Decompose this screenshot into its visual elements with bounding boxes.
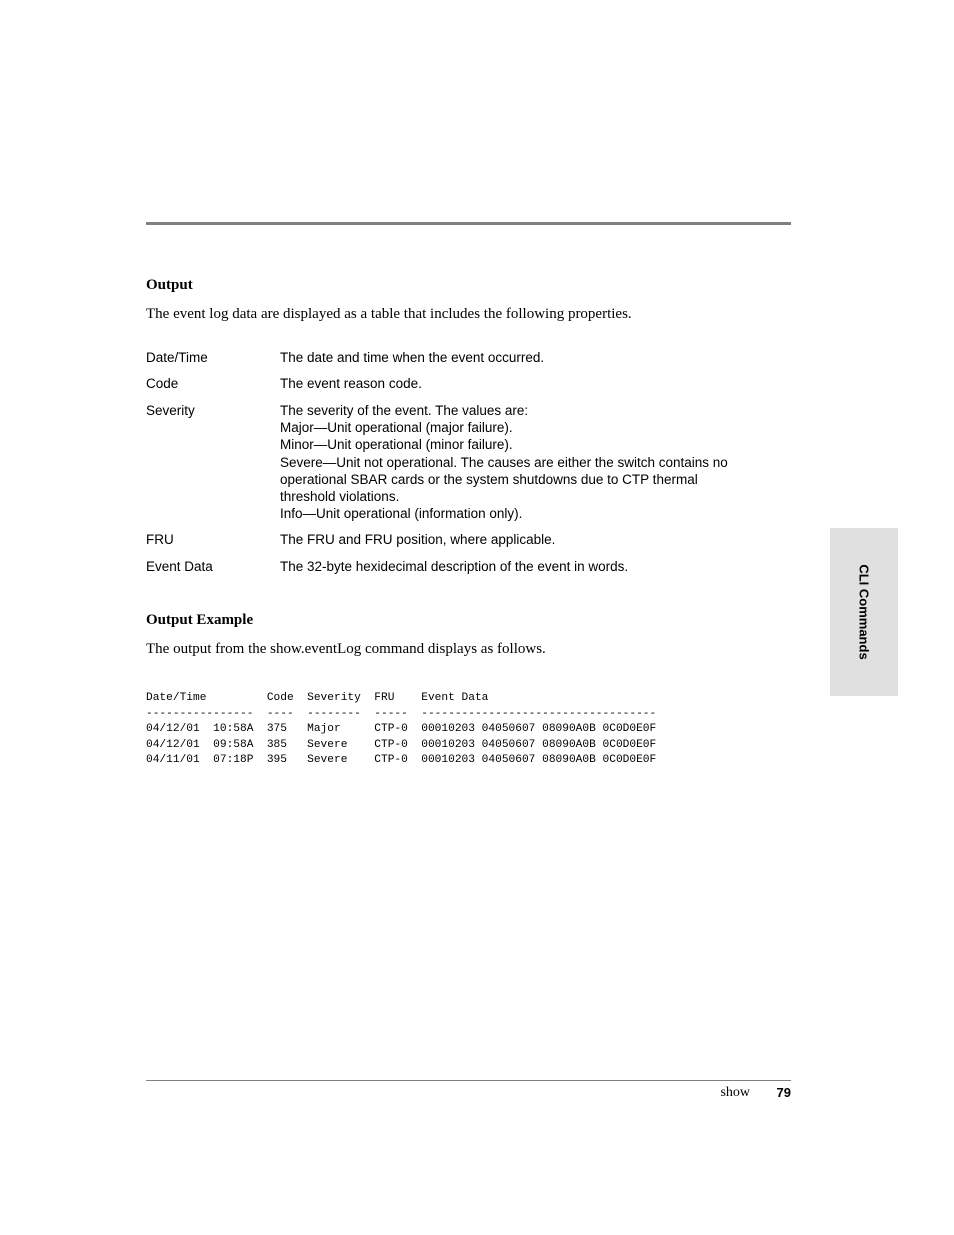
property-description — [280, 558, 766, 584]
output-example-intro: The output from the show.eventLog command displays as follows. — [146, 641, 546, 657]
property-term: Code — [146, 376, 179, 391]
property-term: Date/Time — [146, 350, 208, 365]
property-row-code — [146, 375, 766, 402]
side-tab-label: CLI Commands — [856, 564, 872, 660]
property-row-severity — [146, 402, 766, 531]
property-row-event-data — [146, 558, 766, 584]
bottom-rule — [146, 1080, 791, 1081]
property-line: operational SBAR cards or the system shutdowns due to CTP thermal — [280, 471, 698, 487]
output-heading: Output — [146, 277, 193, 293]
side-tab — [830, 528, 898, 696]
output-example-heading: Output Example — [146, 612, 254, 628]
event-log-output: Date/Time Code Severity FRU Event Data ---------------- ---- -------- ----- ----------------------------------- 04/12/01 10:58A 375 Major CTP-0 00010203 04050607 08090A0B 0C0D0E0F 04/12/01 09:58A 385 Severe CTP-0 00010203 04050607 08090A0B 0C0D0E0F 04/11/01 07:18P 395 Severe CTP-0 00010203 04050607 08090A0B 0C0D0E0F — [146, 692, 657, 766]
property-row-date-time — [146, 349, 766, 375]
property-term: FRU — [146, 532, 174, 547]
property-line: Major—Unit operational (major failure). — [280, 420, 513, 436]
property-term: Event Data — [146, 559, 213, 574]
properties-list — [146, 349, 766, 584]
page-number: 79 — [776, 1085, 791, 1100]
property-line: Severe—Unit not operational. The causes are either the switch contains no — [280, 454, 728, 470]
property-line: The event reason code. — [280, 376, 422, 391]
top-rule — [146, 222, 791, 225]
property-description — [280, 531, 766, 558]
property-description — [280, 375, 766, 402]
property-description — [280, 402, 766, 531]
property-line: Minor—Unit operational (minor failure). — [280, 437, 513, 453]
footer-section-name: show — [720, 1085, 750, 1100]
property-line: The date and time when the event occurred. — [280, 350, 545, 365]
property-term: Severity — [146, 403, 195, 418]
output-intro: The event log data are displayed as a table that includes the following properties. — [146, 306, 632, 322]
property-line: threshold violations. — [280, 489, 400, 505]
property-line: The severity of the event. The values are: — [280, 403, 529, 418]
property-line: The FRU and FRU position, where applicable. — [280, 532, 556, 547]
property-line: The 32-byte hexidecimal description of the event in words. — [280, 559, 629, 574]
property-description — [280, 349, 766, 375]
property-row-fru — [146, 531, 766, 558]
property-line: Info—Unit operational (information only). — [280, 506, 523, 522]
